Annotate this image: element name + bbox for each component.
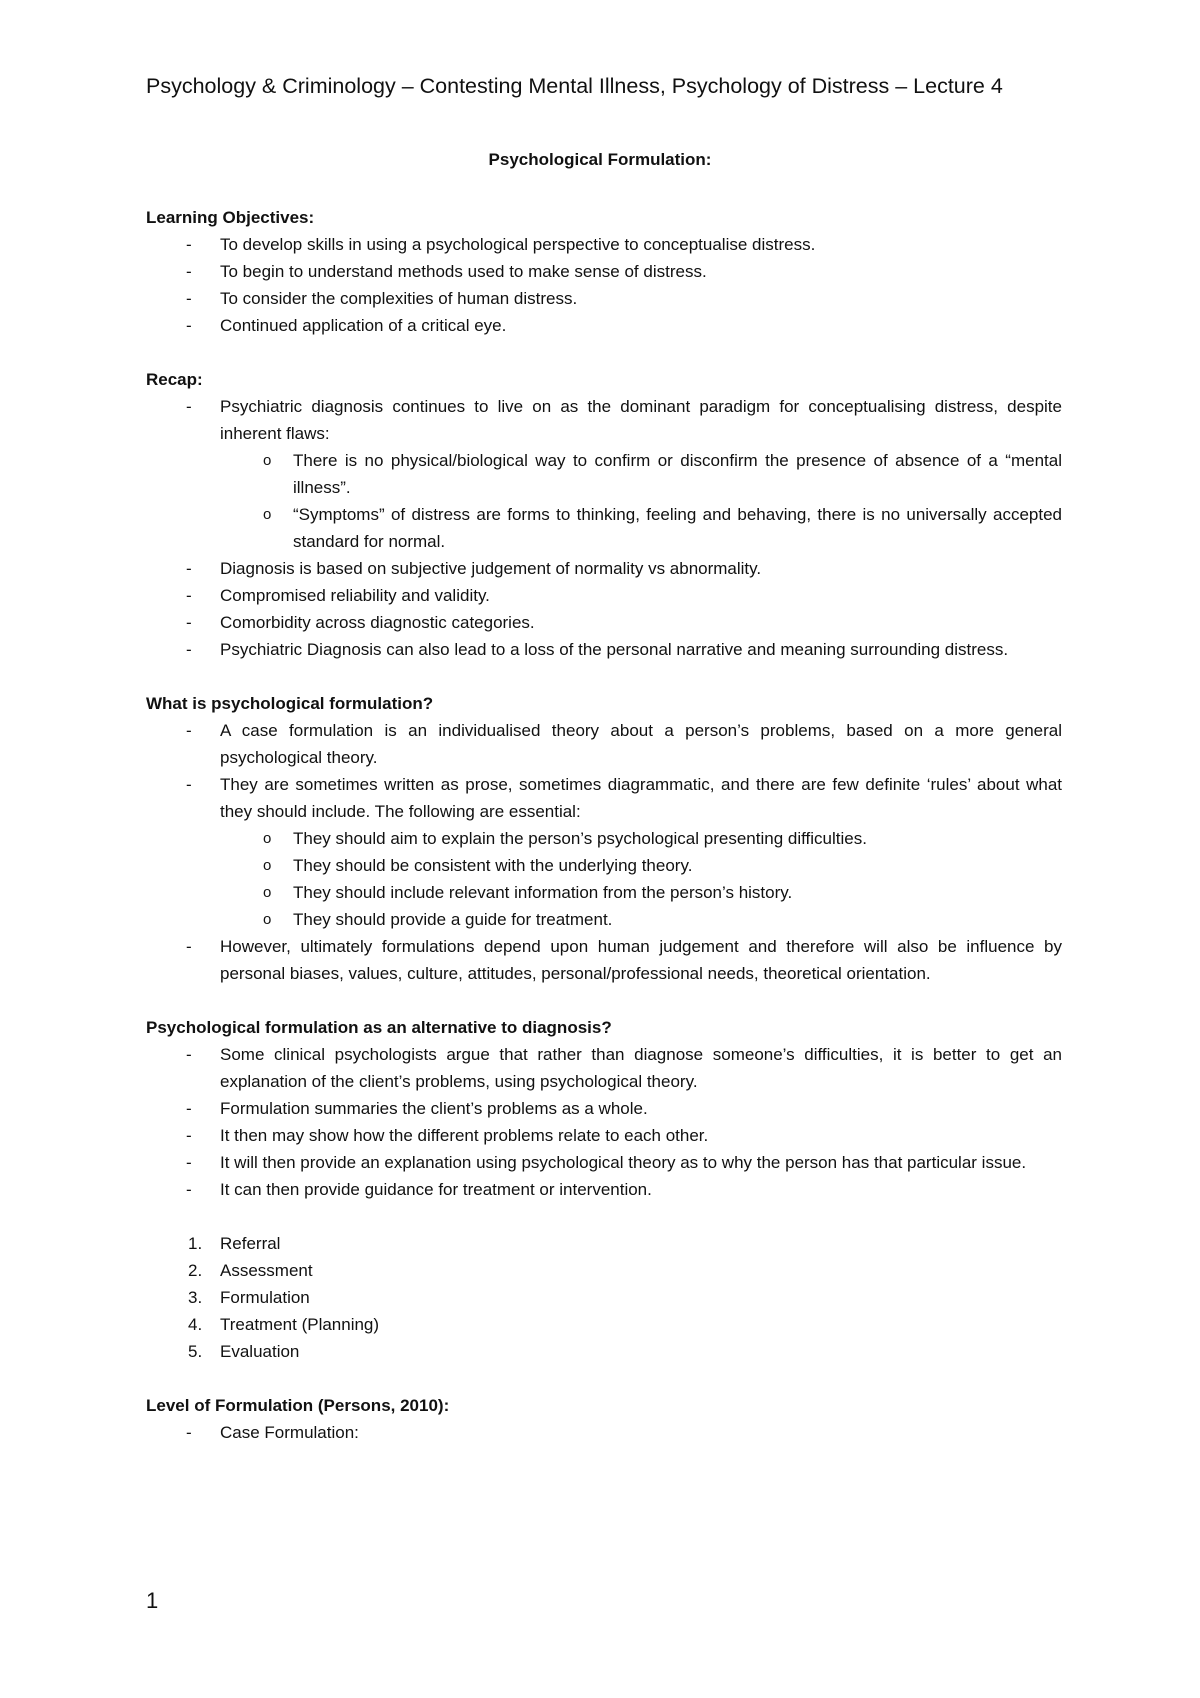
paragraph-spacer — [146, 1203, 1062, 1230]
page-header: Psychology & Criminology – Contesting Mental Illness, Psychology of Distress – Lecture 4 — [146, 74, 1003, 98]
bullet-marker: - — [186, 235, 192, 254]
numbered-list-item — [146, 1311, 1062, 1338]
list-number: 1. — [188, 1234, 203, 1253]
bullet-marker: - — [186, 586, 192, 605]
bullet-item — [146, 1041, 1062, 1095]
bullet-marker: o — [263, 911, 272, 928]
item-text: They should provide a guide for treatment. — [293, 910, 613, 929]
bullet-marker: o — [263, 506, 272, 523]
bullet-marker: - — [186, 1153, 192, 1172]
item-text: They should be consistent with the underlying theory. — [293, 856, 693, 875]
item-text: They should include relevant information from the person’s history. — [293, 883, 793, 902]
numbered-list-item — [146, 1338, 1062, 1365]
bullet-marker: - — [186, 1126, 192, 1145]
item-text: Referral — [220, 1234, 281, 1253]
item-text: Continued application of a critical eye. — [220, 316, 507, 335]
sub-bullet-item — [146, 879, 1062, 906]
bullet-item — [146, 636, 1062, 663]
bullet-item — [146, 312, 1062, 339]
bullet-marker: - — [186, 559, 192, 578]
page-number: 1 — [146, 1588, 159, 1613]
bullet-marker: - — [186, 640, 192, 659]
section-heading: Recap: — [146, 370, 203, 389]
numbered-list-item — [146, 1230, 1062, 1257]
item-text: Compromised reliability and validity. — [220, 586, 490, 605]
item-text: “Symptoms” of distress are forms to thinking, feeling and behaving, there is no universally accepted standard for normal. — [293, 505, 1062, 551]
item-text: Treatment (Planning) — [220, 1315, 380, 1334]
item-text: There is no physical/biological way to confirm or disconfirm the presence of absence of a “mental illness”. — [293, 451, 1062, 497]
item-text: A case formulation is an individualised theory about a person’s problems, based on a more general psychological theory. — [220, 721, 1062, 767]
sub-bullet-item — [146, 906, 1062, 933]
bullet-marker: o — [263, 884, 272, 901]
bullet-item — [146, 231, 1062, 258]
bullet-item — [146, 933, 1062, 987]
bullet-item — [146, 393, 1062, 447]
item-text: Case Formulation: — [220, 1423, 359, 1442]
item-text: It can then provide guidance for treatment or intervention. — [220, 1180, 652, 1199]
bullet-marker: o — [263, 830, 272, 847]
bullet-item — [146, 285, 1062, 312]
paragraph-spacer — [146, 1365, 1062, 1392]
section-heading: Psychological formulation as an alternative to diagnosis? — [146, 1018, 612, 1037]
numbered-list-item — [146, 1284, 1062, 1311]
bullet-marker: - — [186, 316, 192, 335]
bullet-item — [146, 582, 1062, 609]
item-text: Diagnosis is based on subjective judgement of normality vs abnormality. — [220, 559, 762, 578]
item-text: They should aim to explain the person’s psychological presenting difficulties. — [293, 829, 867, 848]
list-number: 4. — [188, 1315, 203, 1334]
bullet-item — [146, 1149, 1062, 1176]
item-text: However, ultimately formulations depend upon human judgement and therefore will also be influence by personal biases, values, culture, attitudes, personal/professional needs, theoretical orientation. — [220, 937, 1062, 983]
section-heading: What is psychological formulation? — [146, 694, 434, 713]
bullet-marker: o — [263, 452, 272, 469]
item-text: Assessment — [220, 1261, 313, 1280]
sub-bullet-item — [146, 501, 1062, 555]
section-heading: Learning Objectives: — [146, 208, 315, 227]
bullet-item — [146, 1176, 1062, 1203]
item-text: Psychiatric Diagnosis can also lead to a loss of the personal narrative and meaning surrounding distress. — [220, 640, 1009, 659]
item-text: Evaluation — [220, 1342, 300, 1361]
list-number: 3. — [188, 1288, 203, 1307]
bullet-item — [146, 717, 1062, 771]
bullet-item — [146, 1419, 1062, 1446]
item-text: Formulation — [220, 1288, 310, 1307]
item-text: Formulation summaries the client’s problems as a whole. — [220, 1099, 648, 1118]
item-text: To consider the complexities of human distress. — [220, 289, 578, 308]
bullet-marker: - — [186, 613, 192, 632]
list-number: 2. — [188, 1261, 203, 1280]
bullet-marker: - — [186, 1099, 192, 1118]
numbered-list-item — [146, 1257, 1062, 1284]
paragraph-spacer — [146, 987, 1062, 1014]
bullet-item — [146, 1095, 1062, 1122]
bullet-item — [146, 771, 1062, 825]
bullet-marker: - — [186, 721, 192, 740]
item-text: Some clinical psychologists argue that rather than diagnose someone’s difficulties, it is better to get an explanation of the client’s problems, using psychological theory. — [220, 1045, 1062, 1091]
item-text: Comorbidity across diagnostic categories. — [220, 613, 535, 632]
sub-bullet-item — [146, 852, 1062, 879]
bullet-marker: - — [186, 937, 192, 956]
paragraph-spacer — [146, 339, 1062, 366]
bullet-item — [146, 555, 1062, 582]
item-text: They are sometimes written as prose, sometimes diagrammatic, and there are few definite ‘rules’ about what they should include. The following are essential: — [220, 775, 1062, 821]
item-text: To begin to understand methods used to make sense of distress. — [220, 262, 707, 281]
list-number: 5. — [188, 1342, 203, 1361]
bullet-marker: - — [186, 289, 192, 308]
bullet-item — [146, 609, 1062, 636]
bullet-marker: - — [186, 1045, 192, 1064]
paragraph-spacer — [146, 663, 1062, 690]
bullet-marker: - — [186, 397, 192, 416]
bullet-marker: - — [186, 1180, 192, 1199]
bullet-marker: - — [186, 775, 192, 794]
bullet-item — [146, 1122, 1062, 1149]
document-body — [146, 204, 1062, 1446]
sub-bullet-item — [146, 447, 1062, 501]
document-title: Psychological Formulation: — [488, 150, 712, 169]
bullet-marker: o — [263, 857, 272, 874]
bullet-item — [146, 258, 1062, 285]
section-heading: Level of Formulation (Persons, 2010): — [146, 1396, 450, 1415]
item-text: Psychiatric diagnosis continues to live on as the dominant paradigm for conceptualising distress, despite inherent flaws: — [220, 397, 1062, 443]
item-text: It then may show how the different problems relate to each other. — [220, 1126, 709, 1145]
sub-bullet-item — [146, 825, 1062, 852]
item-text: It will then provide an explanation using psychological theory as to why the person has that particular issue. — [220, 1153, 1027, 1172]
item-text: To develop skills in using a psychological perspective to conceptualise distress. — [220, 235, 816, 254]
bullet-marker: - — [186, 1423, 192, 1442]
bullet-marker: - — [186, 262, 192, 281]
